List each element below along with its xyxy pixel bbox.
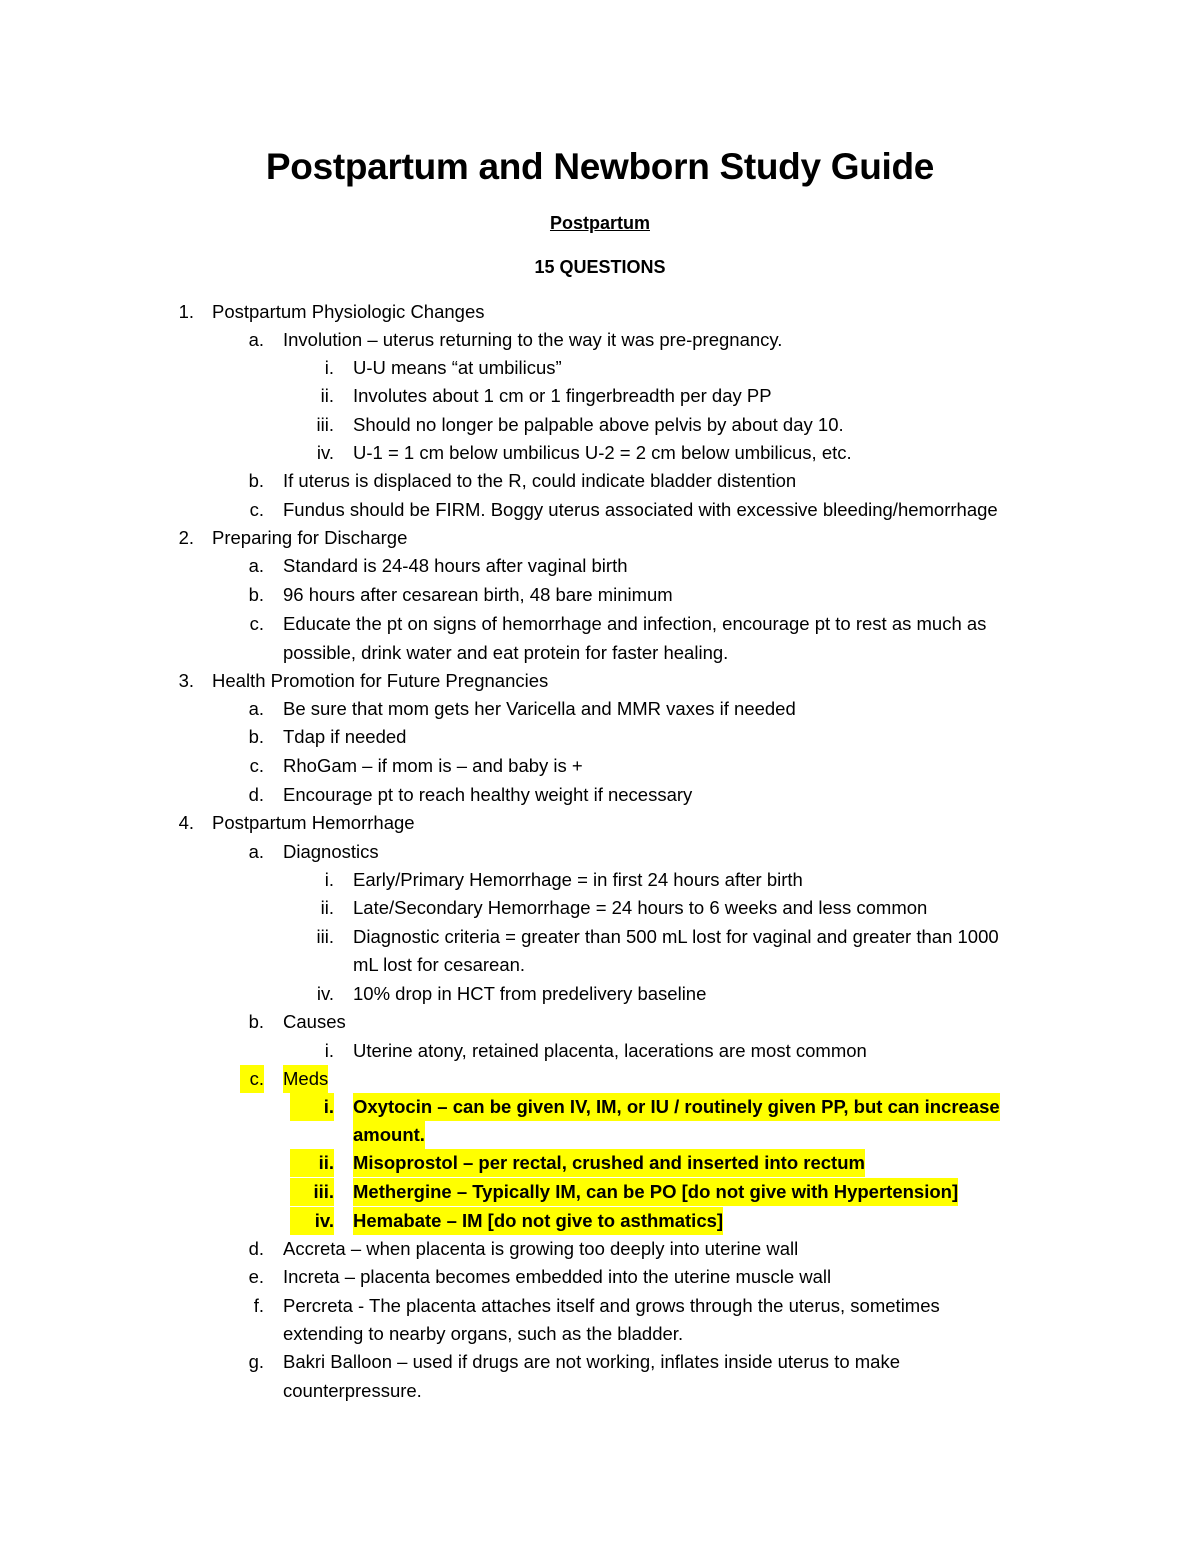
list-item-text: Fundus should be FIRM. Boggy uterus associated with excessive bleeding/hemorrhage	[283, 499, 998, 520]
list-number: 4.	[178, 812, 194, 833]
list-item-text: extending to nearby organs, such as the bladder.	[283, 1323, 684, 1344]
list-item-text: 10% drop in HCT from predelivery baseline	[353, 983, 707, 1004]
list-item-text: Methergine – Typically IM, can be PO [do not give with Hypertension]	[353, 1178, 958, 1206]
list-letter: c.	[249, 755, 264, 776]
list-roman: ii.	[320, 897, 334, 918]
list-letter: b.	[248, 1011, 264, 1032]
list-item-text: Oxytocin – can be given IV, IM, or IU / routinely given PP, but can increase	[353, 1093, 1000, 1121]
list-item-text: Should no longer be palpable above pelvis by about day 10.	[353, 414, 844, 435]
list-roman: ii.	[290, 1149, 334, 1177]
list-letter: b.	[248, 726, 264, 747]
list-roman: iii.	[316, 926, 334, 947]
list-roman: iii.	[290, 1178, 334, 1206]
list-item-text: Involution – uterus returning to the way it was pre-pregnancy.	[283, 329, 783, 350]
list-roman: iii.	[316, 414, 334, 435]
list-item-label: Postpartum Physiologic Changes	[212, 301, 485, 322]
list-item-text: U-U means “at umbilicus”	[353, 357, 562, 378]
list-roman: iv.	[316, 983, 334, 1004]
list-item-text: Increta – placenta becomes embedded into the uterine muscle wall	[283, 1266, 832, 1287]
list-item-text: counterpressure.	[283, 1380, 422, 1401]
list-item-text: RhoGam – if mom is – and baby is +	[283, 755, 583, 776]
list-item-text: U-1 = 1 cm below umbilicus U-2 = 2 cm below umbilicus, etc.	[353, 442, 852, 463]
list-item-text: If uterus is displaced to the R, could indicate bladder distention	[283, 470, 797, 491]
list-item-text: Standard is 24-48 hours after vaginal birth	[283, 555, 628, 576]
list-roman: ii.	[320, 385, 334, 406]
list-item-label: Postpartum Hemorrhage	[212, 812, 415, 833]
list-item-text: Bakri Balloon – used if drugs are not working, inflates inside uterus to make	[283, 1351, 900, 1372]
list-item-label: Preparing for Discharge	[212, 527, 408, 548]
question-count: 15 QUESTIONS	[534, 257, 666, 277]
list-item-text: Causes	[283, 1011, 346, 1032]
list-letter: c.	[249, 499, 264, 520]
list-roman: i.	[324, 869, 334, 890]
list-roman: iv.	[316, 442, 334, 463]
list-letter: b.	[248, 470, 264, 491]
section-heading: Postpartum	[549, 213, 650, 233]
list-item-text: Meds	[283, 1065, 328, 1093]
list-item-text: Misoprostol – per rectal, crushed and inserted into rectum	[353, 1149, 865, 1177]
list-item-text: Tdap if needed	[283, 726, 407, 747]
list-number: 3.	[178, 670, 194, 691]
list-letter: c.	[240, 1065, 264, 1093]
list-letter: b.	[248, 584, 264, 605]
list-item-text: Be sure that mom gets her Varicella and MMR vaxes if needed	[283, 698, 796, 719]
list-item-text: Encourage pt to reach healthy weight if necessary	[283, 784, 693, 805]
list-item-text: Diagnostics	[283, 841, 379, 862]
list-item-text: 96 hours after cesarean birth, 48 bare minimum	[283, 584, 673, 605]
list-roman: i.	[290, 1093, 334, 1121]
list-number: 1.	[178, 301, 194, 322]
list-number: 2.	[178, 527, 194, 548]
list-letter: d.	[248, 784, 264, 805]
list-item-text: Diagnostic criteria = greater than 500 mL lost for vaginal and greater than 1000	[353, 926, 999, 947]
list-letter: g.	[248, 1351, 264, 1372]
list-letter: c.	[249, 613, 264, 634]
list-letter: e.	[248, 1266, 264, 1287]
list-item-label: Health Promotion for Future Pregnancies	[212, 670, 549, 691]
list-roman: i.	[324, 1040, 334, 1061]
list-item-text: Involutes about 1 cm or 1 fingerbreadth per day PP	[353, 385, 772, 406]
list-letter: a.	[248, 841, 264, 862]
list-letter: d.	[248, 1238, 264, 1259]
list-roman: i.	[324, 357, 334, 378]
list-item-text: Uterine atony, retained placenta, lacerations are most common	[353, 1040, 867, 1061]
list-item-text: Early/Primary Hemorrhage = in first 24 hours after birth	[353, 869, 803, 890]
list-letter: a.	[248, 698, 264, 719]
list-item-text: amount.	[353, 1121, 425, 1149]
list-item-text: Percreta - The placenta attaches itself and grows through the uterus, sometimes	[283, 1295, 940, 1316]
list-item-text: mL lost for cesarean.	[353, 954, 526, 975]
list-letter: a.	[248, 555, 264, 576]
list-item-text: Late/Secondary Hemorrhage = 24 hours to 6 weeks and less common	[353, 897, 928, 918]
list-letter: f.	[253, 1295, 264, 1316]
list-item-text: possible, drink water and eat protein for faster healing.	[283, 642, 729, 663]
list-roman: iv.	[290, 1207, 334, 1235]
list-letter: a.	[248, 329, 264, 350]
page-title: Postpartum and Newborn Study Guide	[265, 146, 935, 187]
list-item-text: Hemabate – IM [do not give to asthmatics]	[353, 1207, 723, 1235]
list-item-text: Educate the pt on signs of hemorrhage and infection, encourage pt to rest as much as	[283, 613, 987, 634]
list-item-text: Accreta – when placenta is growing too deeply into uterine wall	[283, 1238, 799, 1259]
